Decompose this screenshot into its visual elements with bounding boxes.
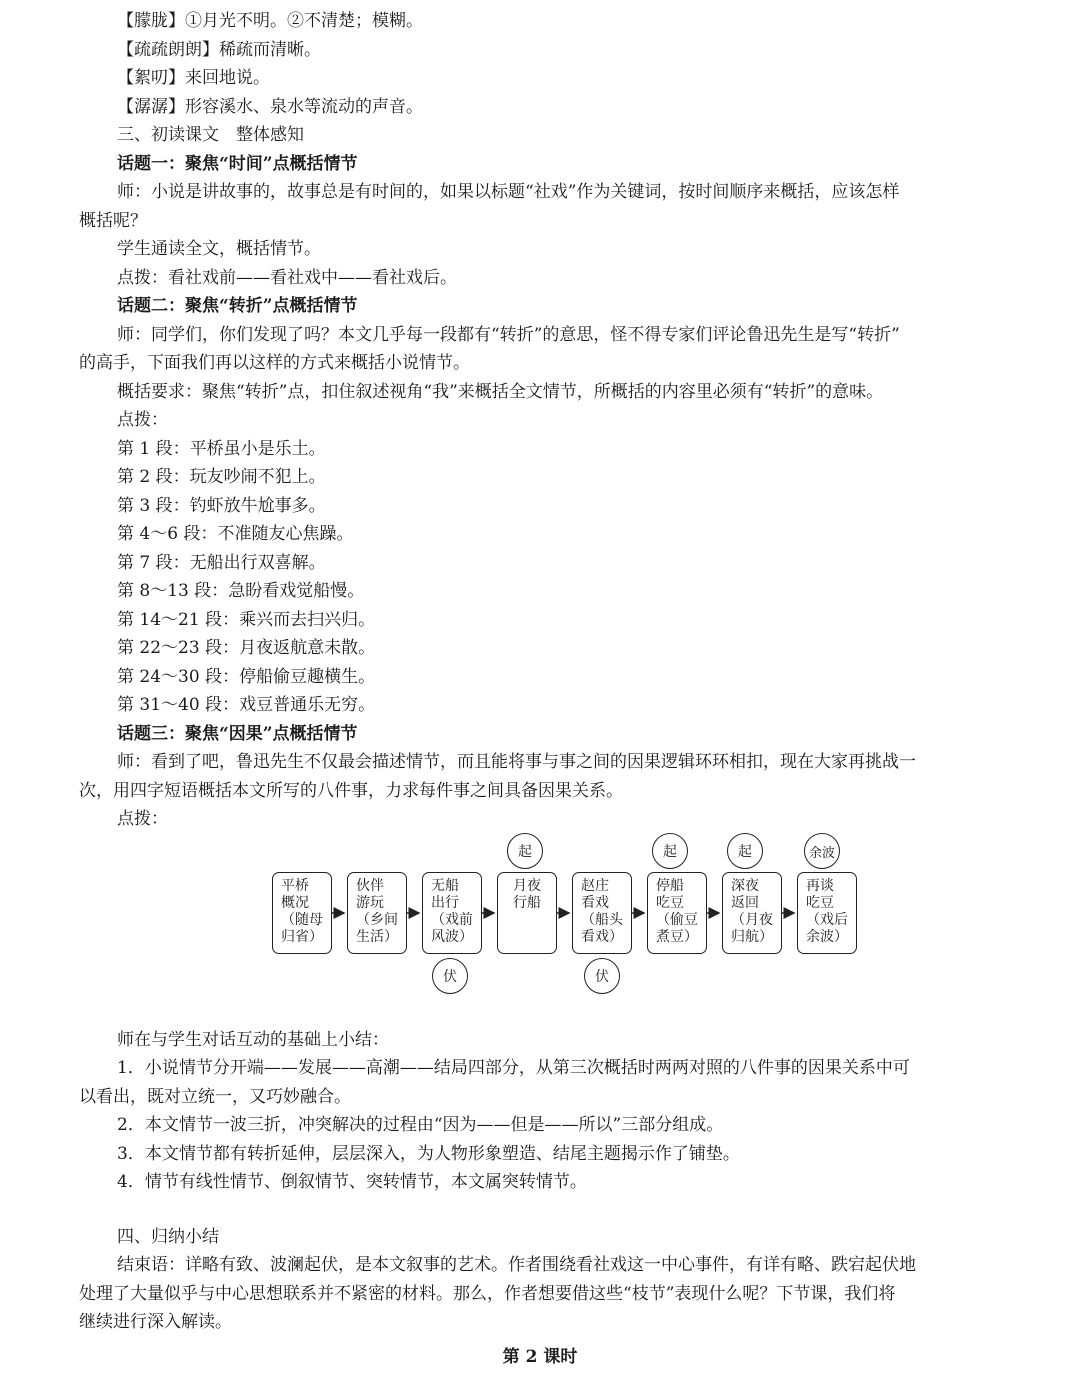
paragraph-line: 概括要求：聚焦“转折”点，扣住叙述视角“我”来概括全文情节，所概括的内容里必须有“转折”的意味。 <box>117 382 884 402</box>
summary-item-4: 4．情节有线性情节、倒叙情节、突转情节，本文属突转情节。 <box>117 1172 587 1192</box>
plot-box-label: 赵庄 看戏 （船头 看戏） <box>581 878 623 945</box>
plot-box-label: 无船 出行 （戏前 风波） <box>431 878 473 945</box>
fall-marker: 伏 <box>584 958 620 994</box>
topic-2-heading: 话题二：聚焦“转折”点概括情节 <box>117 296 358 316</box>
paragraph-line: 概括呢？ <box>79 211 147 231</box>
vocab-shushulanglang: 【疏疏朗朗】稀疏而清晰。 <box>117 40 321 60</box>
list-item: 第 14～21 段：乘兴而去扫兴归。 <box>117 610 376 630</box>
plot-box-label: 再谈 吃豆 （戏后 余波） <box>806 878 848 945</box>
plot-box-label: 停船 吃豆 （偷豆 煮豆） <box>656 878 698 945</box>
paragraph-line: 师：看到了吧，鲁迅先生不仅最会描述情节，而且能将事与事之间的因果逻辑环环相扣，现在大家再挑战一 <box>117 752 916 772</box>
vocab-menglong: 【朦胧】①月光不明。②不清楚；模糊。 <box>117 11 423 31</box>
plot-box <box>347 872 407 954</box>
list-item: 第 8～13 段：急盼看戏觉船慢。 <box>117 581 365 601</box>
summary-item-1: 1．小说情节分开端——发展——高潮——结局四部分，从第三次概括时两两对照的八件事的因果关系中可 <box>117 1058 910 1078</box>
topic-3-heading: 话题三：聚焦“因果”点概括情节 <box>117 724 358 744</box>
list-item: 第 3 段：钓虾放牛尬事多。 <box>117 496 326 516</box>
paragraph-line: 点拨：看社戏前——看社戏中——看社戏后。 <box>117 268 457 288</box>
vocab-xudao: 【絮叨】来回地说。 <box>117 68 270 88</box>
rise-marker: 起 <box>652 833 688 869</box>
paragraph-line: 结束语：详略有致、波澜起伏，是本文叙事的艺术。作者围绕看社戏这一中心事件，有详有略、跌宕起伏地 <box>117 1255 916 1275</box>
list-item: 第 4～6 段：不准随友心焦躁。 <box>117 524 354 544</box>
paragraph-line: 的高手，下面我们再以这样的方式来概括小说情节。 <box>79 353 470 373</box>
topic-1-heading: 话题一：聚焦“时间”点概括情节 <box>117 154 358 174</box>
plot-box <box>422 872 482 954</box>
aftermath-marker: 余波 <box>804 833 840 869</box>
plot-box-label: 平桥 概况 （随母 归省） <box>281 878 323 945</box>
fall-marker: 伏 <box>432 958 468 994</box>
list-item: 第 31～40 段：戏豆普通乐无穷。 <box>117 695 376 715</box>
list-item: 第 2 段：玩友吵闹不犯上。 <box>117 467 326 487</box>
paragraph-line: 学生通读全文，概括情节。 <box>117 239 321 259</box>
summary-item-1-cont: 以看出，既对立统一，又巧妙融合。 <box>79 1087 351 1107</box>
paragraph-line: 继续进行深入解读。 <box>79 1312 232 1332</box>
list-item: 第 7 段：无船出行双喜解。 <box>117 553 326 573</box>
summary-item-3: 3．本文情节都有转折延伸，层层深入，为人物形象塑造、结尾主题揭示作了铺垫。 <box>117 1144 740 1164</box>
paragraph-line: 点拨： <box>117 809 168 829</box>
plot-box-label: 月夜 行船 <box>513 878 541 911</box>
list-item: 第 1 段：平桥虽小是乐土。 <box>117 439 326 459</box>
section-heading-4: 四、归纳小结 <box>117 1227 219 1247</box>
plot-box-label: 伙伴 游玩 （乡间 生活） <box>356 878 398 945</box>
paragraph-line: 师：同学们，你们发现了吗？本文几乎每一段都有“转折”的意思，怪不得专家们评论鲁迅先生是写“转折” <box>117 325 900 345</box>
lesson-heading: 第 2 课时 <box>502 1347 578 1367</box>
summary-item-2: 2．本文情节一波三折，冲突解决的过程由“因为——但是——所以”三部分组成。 <box>117 1115 724 1135</box>
paragraph-line: 师：小说是讲故事的，故事总是有时间的，如果以标题“社戏”作为关键词，按时间顺序来概括，应该怎样 <box>117 182 900 202</box>
plot-box <box>797 872 857 954</box>
plot-box <box>572 872 632 954</box>
plot-box <box>722 872 782 954</box>
vocab-chanchan: 【潺潺】形容溪水、泉水等流动的声音。 <box>117 97 423 117</box>
paragraph-line: 点拨： <box>117 410 168 430</box>
rise-marker: 起 <box>727 833 763 869</box>
list-item: 第 22～23 段：月夜返航意未散。 <box>117 638 376 658</box>
paragraph-line: 处理了大量似乎与中心思想联系并不紧密的材料。那么，作者想要借这些“枝节”表现什么呢？下节课，我们将 <box>79 1284 896 1304</box>
plot-box <box>647 872 707 954</box>
paragraph-line: 师在与学生对话互动的基础上小结： <box>117 1030 389 1050</box>
list-item: 第 24～30 段：停船偷豆趣横生。 <box>117 667 376 687</box>
plot-box-label: 深夜 返回 （月夜 归航） <box>731 878 773 945</box>
section-heading-3: 三、初读课文 整体感知 <box>117 125 304 145</box>
plot-box <box>272 872 332 954</box>
plot-box <box>497 872 557 954</box>
paragraph-line: 次，用四字短语概括本文所写的八件事，力求每件事之间具备因果关系。 <box>79 781 623 801</box>
rise-marker: 起 <box>507 833 543 869</box>
